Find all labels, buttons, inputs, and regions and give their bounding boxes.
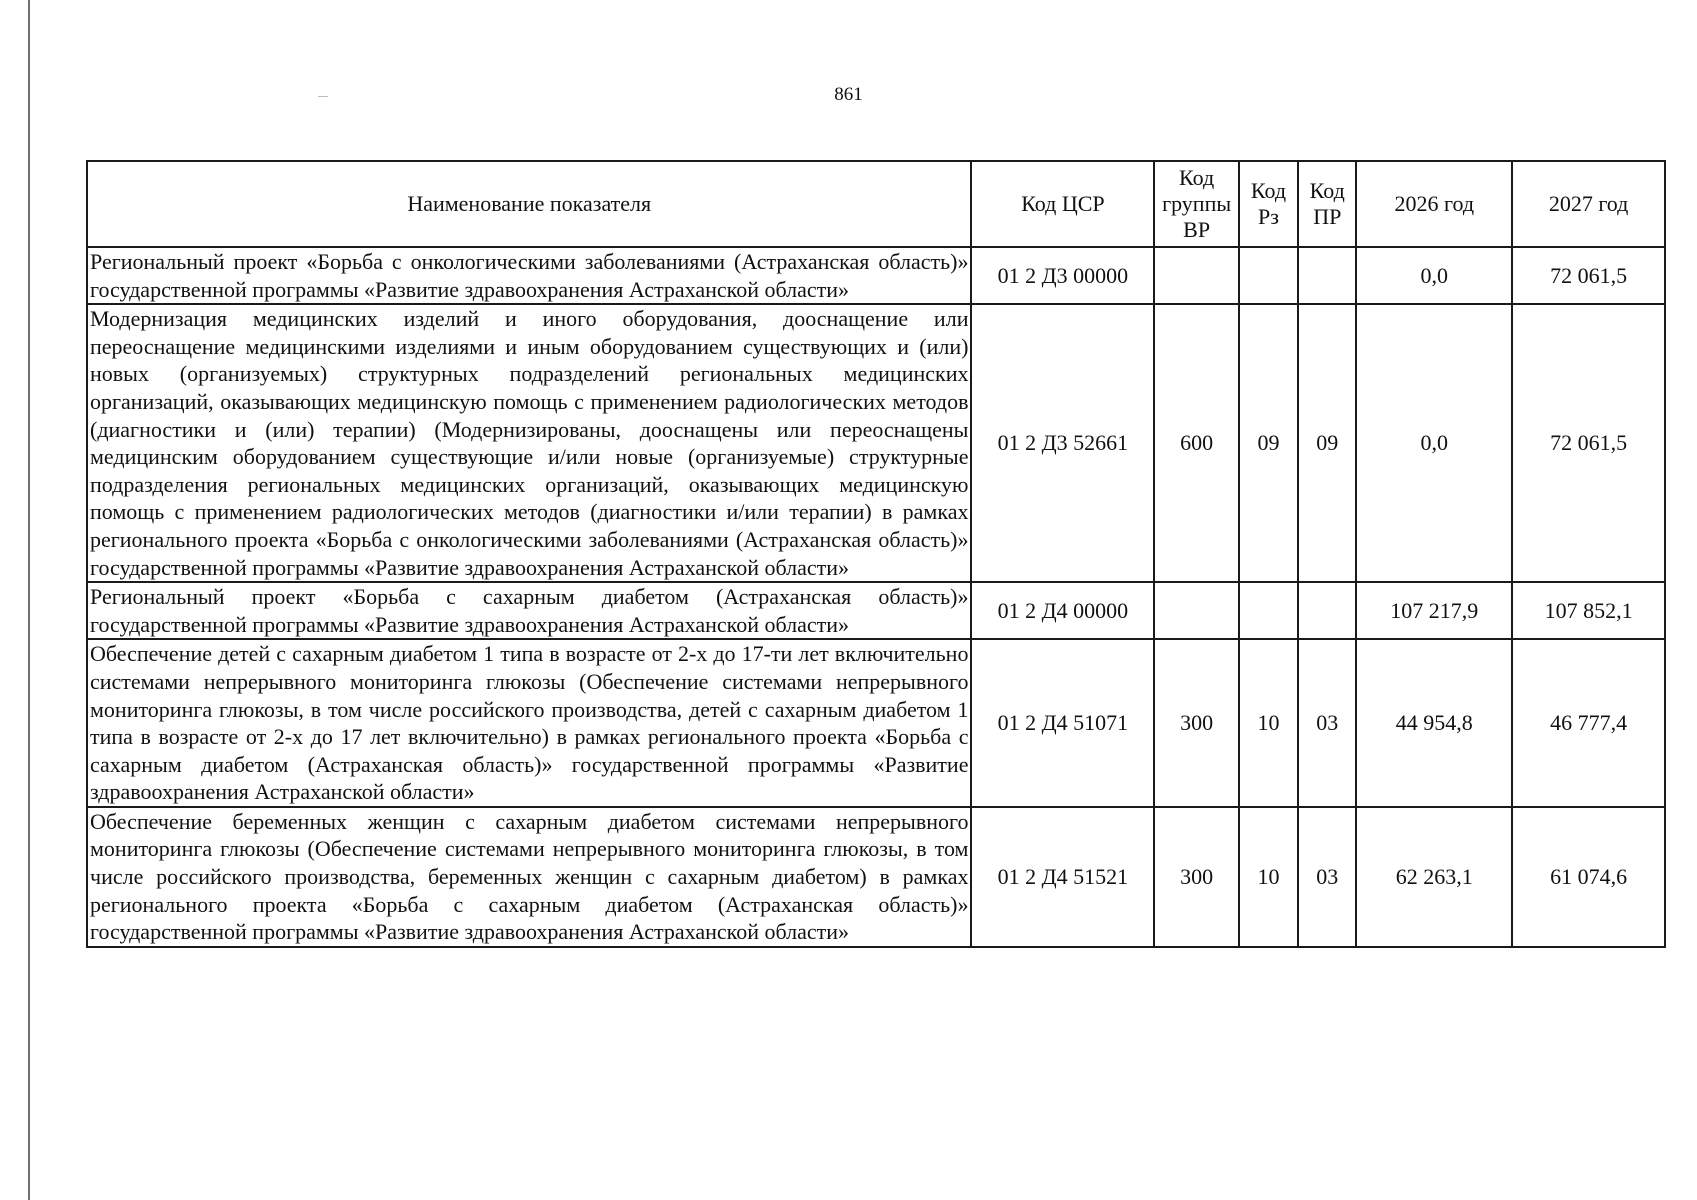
- cell-year-2027: 46 777,4: [1512, 639, 1665, 807]
- cell-year-2027: 72 061,5: [1512, 304, 1665, 582]
- cell-pr: 03: [1298, 807, 1356, 947]
- budget-table: [86, 160, 1666, 948]
- cell-rz: 10: [1239, 807, 1298, 947]
- header-year-2027: 2027 год: [1512, 161, 1665, 247]
- cell-csr: 01 2 Д3 00000: [971, 247, 1154, 304]
- header-row: [87, 161, 1665, 247]
- cell-vr: 300: [1154, 807, 1238, 947]
- cell-rz: [1239, 582, 1298, 639]
- cell-year-2027: 72 061,5: [1512, 247, 1665, 304]
- page-number: 861: [834, 84, 863, 105]
- cell-vr: 300: [1154, 639, 1238, 807]
- cell-year-2026: 0,0: [1356, 247, 1512, 304]
- table-row: [87, 247, 1665, 304]
- cell-name: Модернизация медицинских изделий и иного оборудования, дооснащение или переоснащение медицинскими изделиями и иным оборудованием существующих и (или) новых (организуемых) структурных подразделений региональных медицинских организаций, оказывающих медицинскую помощь с применением радиологических методов (диагностики и (или) терапии) (Модернизированы, дооснащены или переоснащены медицинским оборудованием существующие и/или новые (организуемые) структурные подразделения региональных медицинских организаций, оказывающих медицинскую помощь с применением радиологических методов (диагностики и/или терапии) в рамках регионального проекта «Борьба с онкологическими заболеваниями (Астраханская область)» государственной программы «Развитие здравоохранения Астраханской области»: [87, 304, 971, 582]
- header-vr: Код группы ВР: [1154, 161, 1238, 247]
- cell-rz: 10: [1239, 639, 1298, 807]
- cell-name: Обеспечение детей с сахарным диабетом 1 типа в возрасте от 2-х до 17-ти лет включительно системами непрерывного мониторинга глюкозы (Обеспечение системами непрерывного мониторинга глюкозы, в том числе российского производства, детей с сахарным диабетом 1 типа в возрасте от 2-х до 17 лет включительно) в рамках регионального проекта «Борьба с сахарным диабетом (Астраханская область)» государственной программы «Развитие здравоохранения Астраханской области»: [87, 639, 971, 807]
- cell-year-2026: 44 954,8: [1356, 639, 1512, 807]
- cell-rz: [1239, 247, 1298, 304]
- cell-name: Обеспечение беременных женщин с сахарным диабетом системами непрерывного мониторинга глюкозы (Обеспечение системами непрерывного мониторинга глюкозы, в том числе российского производства, беременных женщин с сахарным диабетом) в рамках регионального проекта «Борьба с сахарным диабетом (Астраханская область)» государственной программы «Развитие здравоохранения Астраханской области»: [87, 807, 971, 947]
- cell-vr: [1154, 582, 1238, 639]
- cell-name: Региональный проект «Борьба с онкологическими заболеваниями (Астраханская область)» государственной программы «Развитие здравоохранения Астраханской области»: [87, 247, 971, 304]
- cell-pr: 09: [1298, 304, 1356, 582]
- cell-csr: 01 2 Д4 51071: [971, 639, 1154, 807]
- cell-year-2027: 61 074,6: [1512, 807, 1665, 947]
- cell-year-2027: 107 852,1: [1512, 582, 1665, 639]
- cell-vr: 600: [1154, 304, 1238, 582]
- table-row: [87, 304, 1665, 582]
- cell-csr: 01 2 Д3 52661: [971, 304, 1154, 582]
- cell-year-2026: 0,0: [1356, 304, 1512, 582]
- table-row: [87, 582, 1665, 639]
- cell-csr: 01 2 Д4 00000: [971, 582, 1154, 639]
- table-header: [87, 161, 1665, 247]
- cell-vr: [1154, 247, 1238, 304]
- scan-edge-line: [28, 0, 30, 1200]
- table-row: [87, 807, 1665, 947]
- header-csr: Код ЦСР: [971, 161, 1154, 247]
- cell-pr: 03: [1298, 639, 1356, 807]
- cell-name: Региональный проект «Борьба с сахарным диабетом (Астраханская область)» государственной программы «Развитие здравоохранения Астраханской области»: [87, 582, 971, 639]
- cell-rz: 09: [1239, 304, 1298, 582]
- cell-year-2026: 107 217,9: [1356, 582, 1512, 639]
- cell-pr: [1298, 582, 1356, 639]
- header-pr: Код ПР: [1298, 161, 1356, 247]
- cell-pr: [1298, 247, 1356, 304]
- table-body: [87, 247, 1665, 947]
- table-row: [87, 639, 1665, 807]
- header-year-2026: 2026 год: [1356, 161, 1512, 247]
- header-name: Наименование показателя: [87, 161, 971, 247]
- header-rz: Код Рз: [1239, 161, 1298, 247]
- cell-csr: 01 2 Д4 51521: [971, 807, 1154, 947]
- cell-year-2026: 62 263,1: [1356, 807, 1512, 947]
